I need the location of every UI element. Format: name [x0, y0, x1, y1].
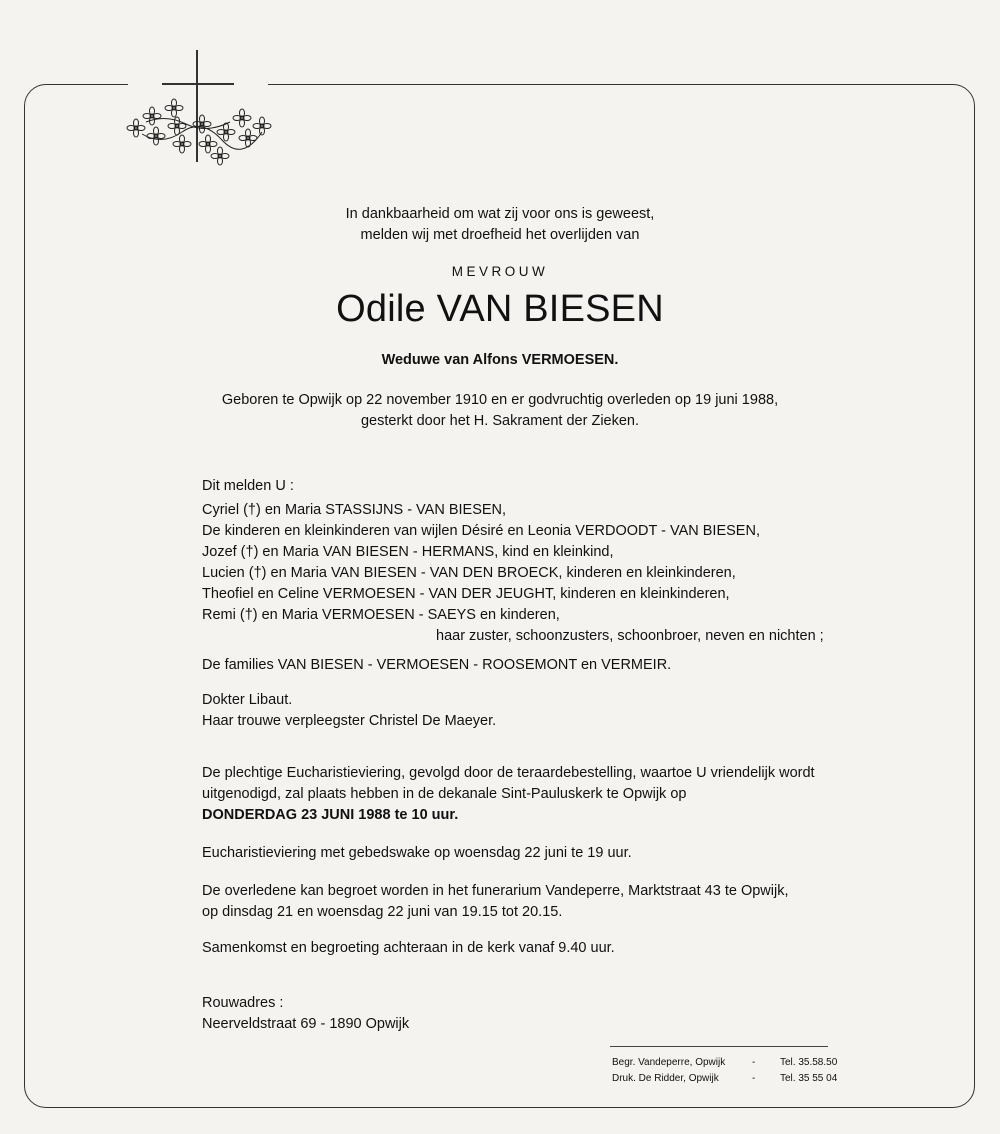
list-item: Theofiel en Celine VERMOESEN - VAN DER JEUGHT, kinderen en kleinkinderen, — [202, 586, 730, 602]
birth-line: gesterkt door het H. Sakrament der Zieken. — [360, 413, 640, 429]
ceremony-line: uitgenodigd, zal plaats hebben in de dekanale Sint-Pauluskerk te Opwijk op — [202, 786, 687, 802]
list-item: Haar trouwe verpleegster Christel De Maeyer. — [202, 713, 497, 729]
gathering-text: Samenkomst en begroeting achteraan in de kerk vanaf 9.40 uur. — [202, 940, 615, 956]
announcers-list — [202, 500, 824, 647]
list-item: Dokter Libaut. — [202, 692, 293, 708]
cross-bar — [162, 83, 234, 85]
address-heading: Rouwadres : — [202, 995, 284, 1011]
honorific: MEVROUW — [451, 264, 549, 279]
ceremony-line: De plechtige Eucharistieviering, gevolgd door de teraardebestelling, waartoe U vriendelijk wordt — [202, 765, 815, 781]
credit-name: Druk. De Ridder, Opwijk — [612, 1073, 719, 1084]
funerarium-line: op dinsdag 21 en woensdag 22 juni van 19.15 tot 20.15. — [202, 904, 563, 920]
birth-line: Geboren te Opwijk op 22 november 1910 en er godvruchtig overleden op 19 juni 1988, — [221, 392, 779, 408]
birth-details — [0, 390, 1000, 432]
address-block — [202, 993, 409, 1035]
credit-name: Begr. Vandeperre, Opwijk — [612, 1057, 726, 1068]
widow-of: Weduwe van Alfons VERMOESEN. — [381, 352, 619, 368]
intro-line: melden wij met droefheid het overlijden van — [360, 227, 640, 243]
ceremony-date: DONDERDAG 23 JUNI 1988 te 10 uur. — [202, 807, 459, 823]
address-value: Neerveldstraat 69 - 1890 Opwijk — [202, 1016, 410, 1032]
list-item: Cyriel (†) en Maria STASSIJNS - VAN BIESEN, — [202, 502, 507, 518]
ceremony-text — [202, 763, 815, 826]
list-item-tail: haar zuster, schoonzusters, schoonbroer, neven en nichten ; — [436, 628, 824, 644]
credit-row — [612, 1055, 837, 1071]
families-line: De families VAN BIESEN - VERMOESEN - ROOSEMONT en VERMEIR. — [202, 657, 672, 673]
announcers-heading: Dit melden U : — [202, 478, 294, 494]
list-item: De kinderen en kleinkinderen van wijlen Désiré en Leonia VERDOODT - VAN BIESEN, — [202, 523, 760, 539]
intro-text — [0, 204, 1000, 246]
flower-garland-icon — [122, 96, 272, 168]
intro-line: In dankbaarheid om wat zij voor ons is geweest, — [345, 206, 655, 222]
credit-sep: - — [752, 1057, 756, 1068]
credit-tel: Tel. 35.58.50 — [780, 1057, 838, 1068]
credit-sep: - — [752, 1073, 756, 1084]
list-item: Jozef (†) en Maria VAN BIESEN - HERMANS, kind en kleinkind, — [202, 544, 614, 560]
credits-divider — [610, 1046, 828, 1047]
list-item: Remi (†) en Maria VERMOESEN - SAEYS en kinderen, — [202, 607, 560, 623]
credit-row — [612, 1071, 837, 1087]
deceased-name: Odile VAN BIESEN — [336, 288, 664, 330]
funerarium-line: De overledene kan begroet worden in het funerarium Vandeperre, Marktstraat 43 te Opwijk, — [202, 883, 789, 899]
credit-tel: Tel. 35 55 04 — [780, 1073, 838, 1084]
wake-text: Eucharistieviering met gebedswake op woensdag 22 juni te 19 uur. — [202, 845, 632, 861]
credits — [612, 1055, 837, 1087]
others-list — [202, 690, 496, 732]
list-item: Lucien (†) en Maria VAN BIESEN - VAN DEN BROECK, kinderen en kleinkinderen, — [202, 565, 736, 581]
funerarium-text — [202, 881, 789, 923]
